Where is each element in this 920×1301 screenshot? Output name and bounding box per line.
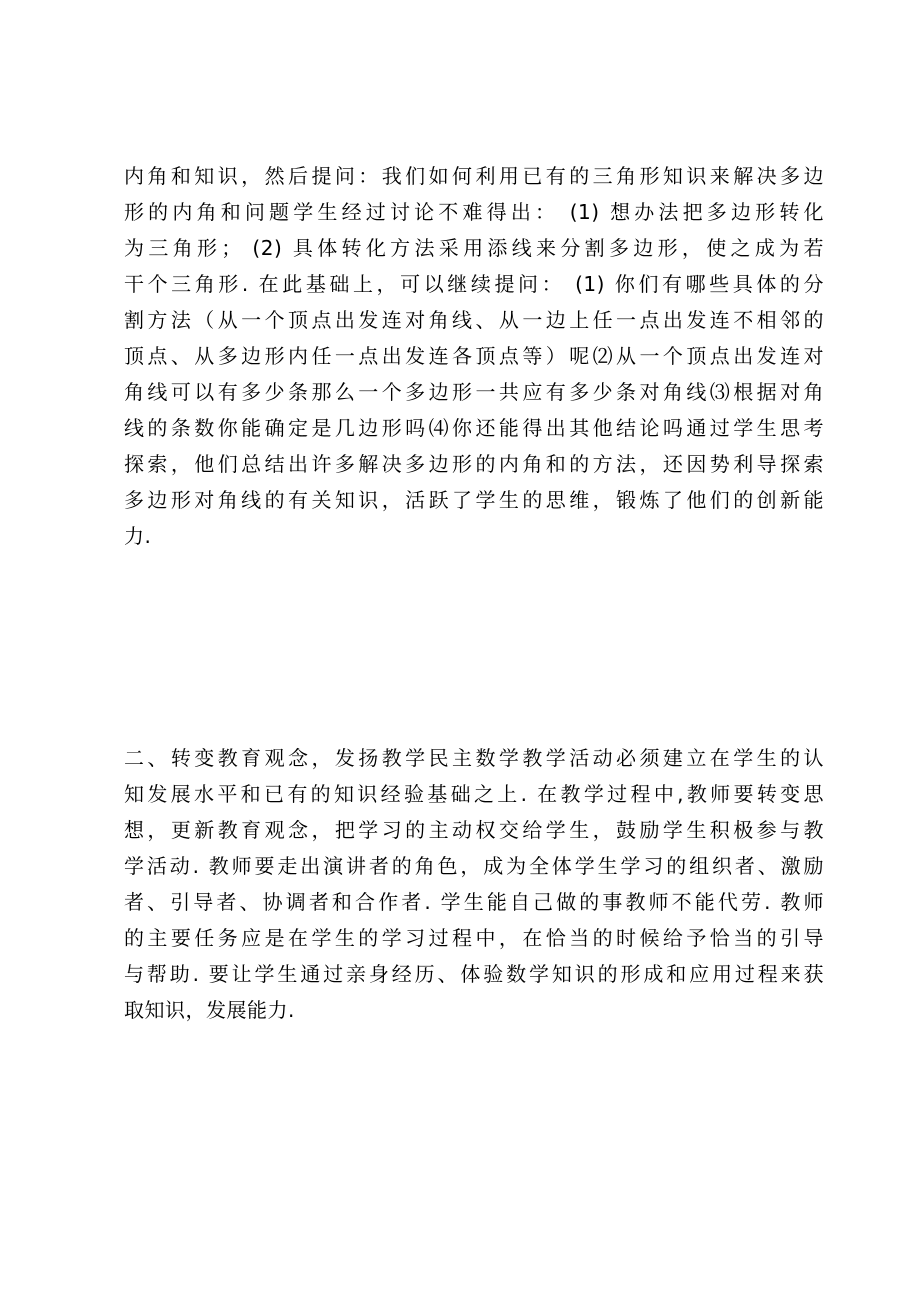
paragraph-line: 多边形对角线的有关知识，活跃了学生的思维，锻炼了他们的创新能	[124, 488, 824, 512]
paragraph-line: 干个三角形. 在此基础上，可以继续提问： (1) 你们有哪些具体的分	[124, 272, 824, 296]
paragraph-polygon-angles	[124, 158, 824, 554]
paragraph-line: 线的条数你能确定是几边形吗⑷你还能得出其他结论吗通过学生思考	[124, 416, 824, 440]
paragraph-line: 力.	[124, 524, 152, 548]
paragraph-line: 想，更新教育观念，把学习的主动权交给学生，鼓励学生积极参与教	[124, 818, 824, 842]
paragraph-line: 学活动. 教师要走出演讲者的角色，成为全体学生学习的组织者、激励	[124, 854, 824, 878]
paragraph-line: 形的内角和问题学生经过讨论不难得出： (1) 想办法把多边形转化	[124, 200, 824, 224]
paragraph-line: 顶点、从多边形内任一点出发连各顶点等）呢⑵从一个顶点出发连对	[124, 344, 824, 368]
paragraph-line: 的主要任务应是在学生的学习过程中，在恰当的时候给予恰当的引导	[124, 926, 824, 950]
paragraph-teaching-concepts	[124, 740, 824, 1028]
paragraph-line: 取知识，发展能力.	[124, 998, 295, 1022]
paragraph-line: 探索，他们总结出许多解决多边形的内角和的方法，还因势利导探索	[124, 452, 824, 476]
paragraph-line: 为三角形； (2) 具体转化方法采用添线来分割多边形，使之成为若	[124, 236, 824, 260]
paragraph-line: 内角和知识，然后提问：我们如何利用已有的三角形知识来解决多边	[124, 164, 824, 188]
paragraph-line: 知发展水平和已有的知识经验基础之上. 在教学过程中,教师要转变思	[124, 782, 824, 806]
paragraph-line: 角线可以有多少条那么一个多边形一共应有多少条对角线⑶根据对角	[124, 380, 824, 404]
paragraph-line: 者、引导者、协调者和合作者. 学生能自己做的事教师不能代劳. 教师	[124, 890, 824, 914]
paragraph-line: 二、转变教育观念，发扬教学民主数学教学活动必须建立在学生的认	[124, 746, 824, 770]
paragraph-line: 与帮助. 要让学生通过亲身经历、体验数学知识的形成和应用过程来获	[124, 962, 824, 986]
paragraph-line: 割方法（从一个顶点出发连对角线、从一边上任一点出发连不相邻的	[124, 308, 824, 332]
